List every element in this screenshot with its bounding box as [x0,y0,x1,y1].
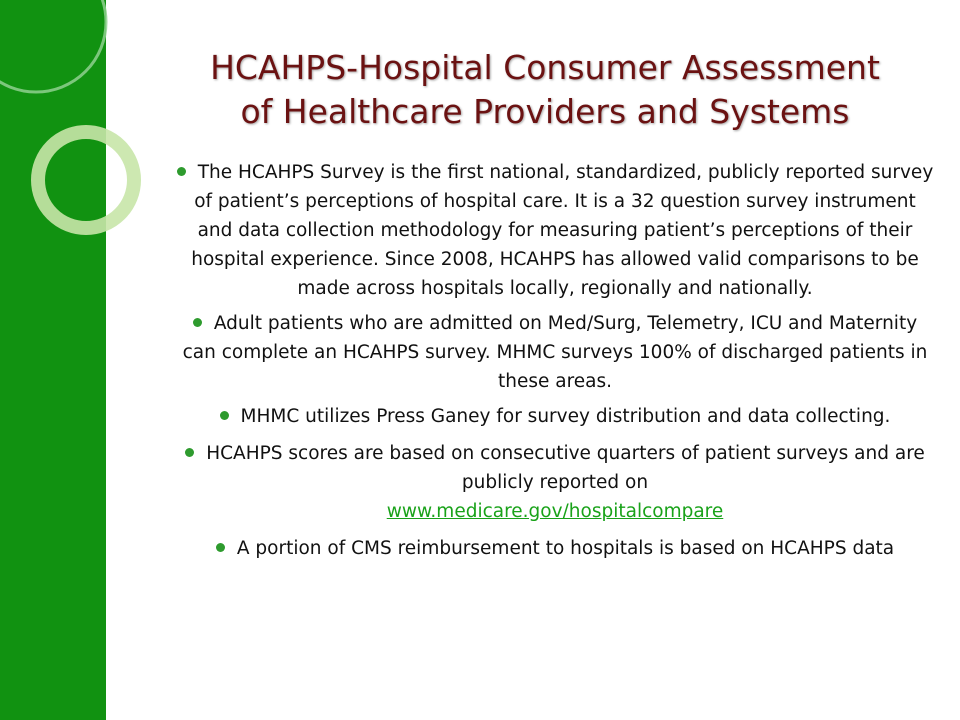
bullet-item [175,439,935,526]
hospital-compare-link[interactable]: www.medicare.gov/hospitalcompare [386,501,724,522]
bullet-item [175,402,935,431]
bullet-text: MHMC utilizes Press Ganey for survey distribution and data collecting. [240,406,891,427]
bullet-text: A portion of CMS reimbursement to hospitals is based on HCAHPS data [236,538,895,559]
decorative-circle-ring [38,132,134,228]
bullet-item [175,309,935,396]
decorative-circle-large [0,0,106,92]
slide-title-line-2: of Healthcare Providers and Systems [240,92,850,131]
bullet-dot-icon [220,411,229,420]
bullet-text: HCAHPS scores are based on consecutive quarters of patient surveys and are publicly reported on [206,443,925,493]
bullet-item [175,158,935,303]
bullet-dot-icon [216,543,225,552]
bullet-dot-icon [193,318,202,327]
decorative-circles [0,0,130,260]
bullet-text: The HCAHPS Survey is the first national, standardized, publicly reported survey of patient’s perceptions of hospital care. It is a 32 question survey instrument and data collection methodology for measuring patient’s perceptions of their hospital experience. Since 2008, HCAHPS has allowed valid comparisons to be made across hospitals locally, regionally and nationally. [191,162,934,299]
bullet-dot-icon [177,167,186,176]
bullet-list [175,158,935,571]
bullet-dot-icon [185,448,194,457]
slide-title-line-1: HCAHPS-Hospital Consumer Assessment [210,48,880,87]
slide-title [130,46,960,134]
bullet-text: Adult patients who are admitted on Med/Surg, Telemetry, ICU and Maternity can complete an HCAHPS survey. MHMC surveys 100% of discharged patients in these areas. [182,313,928,392]
bullet-item [175,534,935,563]
